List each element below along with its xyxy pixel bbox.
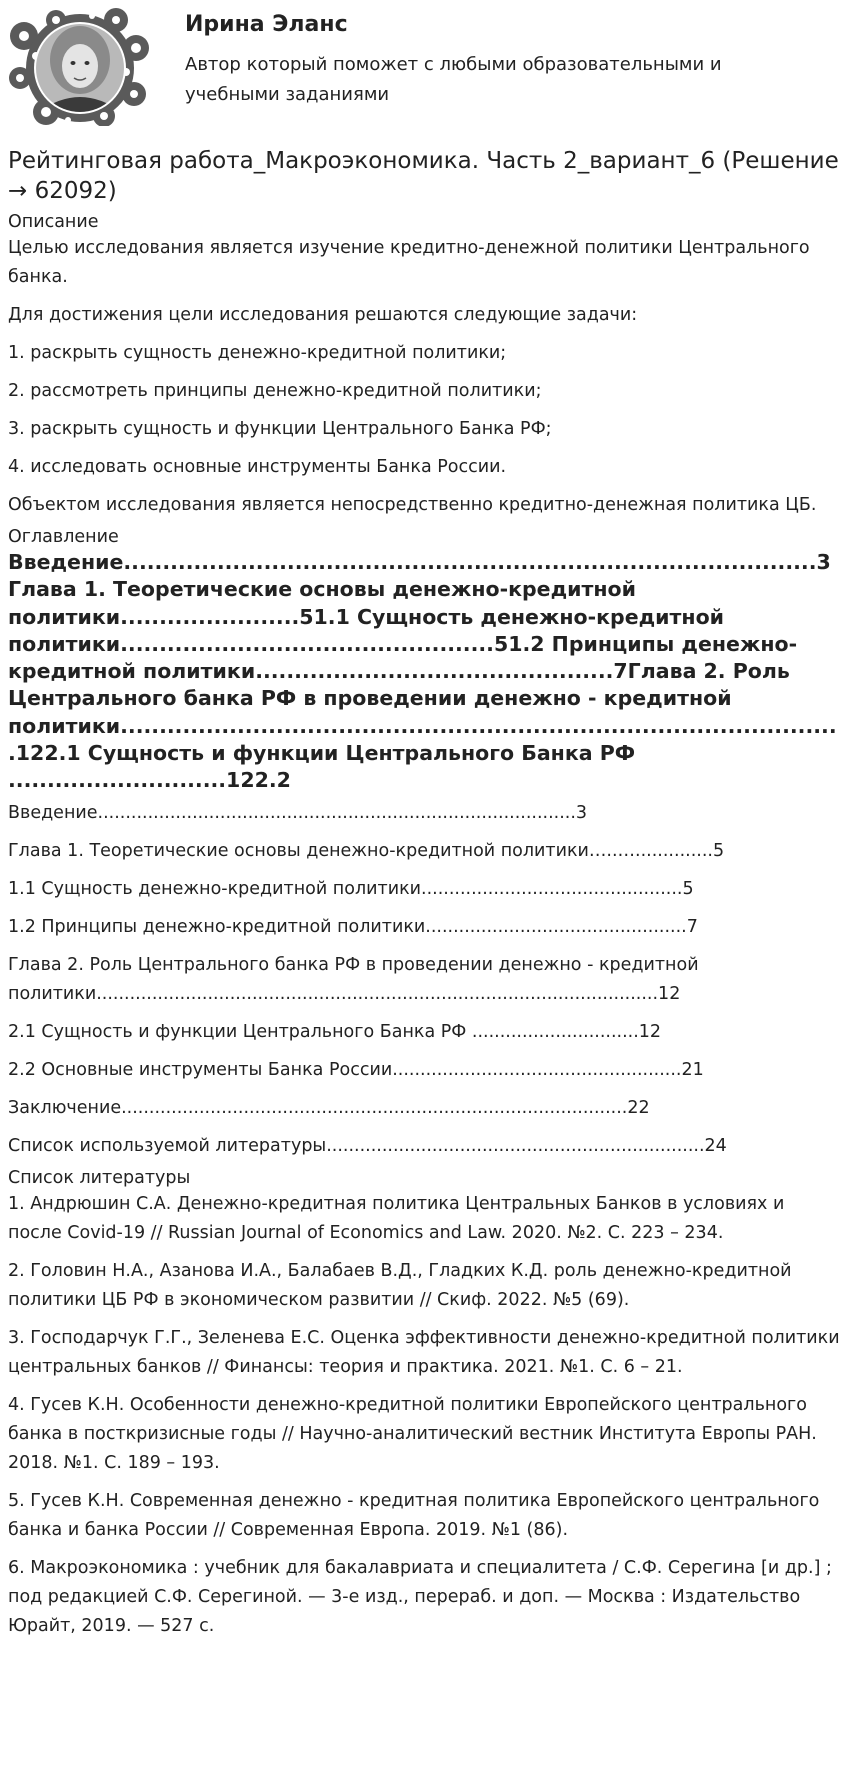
toc-list: [8, 799, 842, 1161]
description-paragraph: Для достижения цели исследования решаются следующие задачи:: [8, 305, 638, 325]
reference-item: 3. Господарчук Г.Г., Зеленева Е.С. Оценка эффективности денежно-кредитной политики центральных банков // Финансы: теория и практика. 2021. №1. С. 6 – 21.: [8, 1327, 840, 1377]
reference-item: 2. Головин Н.А., Азанова И.А., Балабаев В.Д., Гладких К.Д. роль денежно-кредитной политики ЦБ РФ в экономическом развитии // Скиф. 2022. №5 (69).: [8, 1260, 792, 1310]
avatar-image: [8, 8, 150, 126]
work-content: [8, 146, 842, 1650]
toc-item: Глава 1. Теоретические основы денежно-кредитной политики…..…..............5: [8, 840, 725, 861]
references-label: Список литературы: [8, 1167, 191, 1188]
description-paragraph: 2. рассмотреть принципы денежно-кредитной политики;: [8, 381, 542, 401]
description-label: Описание: [8, 212, 99, 232]
description-paragraph: 3. раскрыть сущность и функции Центрального Банка РФ;: [8, 419, 552, 439]
description-body: [8, 234, 842, 520]
author-description: Автор который поможет с любыми образовательными и учебными заданиями: [185, 54, 722, 105]
reference-item: 6. Макроэкономика : учебник для бакалавриата и специалитета / С.Ф. Серегина [и др.] ; под редакцией С.Ф. Серегиной. — 3-е изд., перераб. и доп. — Москва : Издательство Юрайт, 2019. — 527 с.: [8, 1557, 832, 1636]
reference-item: 5. Гусев К.Н. Современная денежно - кредитная политика Европейского центрального банка и банка России // Современная Европа. 2019. №1 (86).: [8, 1490, 820, 1540]
description-paragraph: Целью исследования является изучение кредитно-денежной политики Центрального банка.: [8, 238, 810, 287]
toc-item: 1.2 Принципы денежно-кредитной политики...............................................7: [8, 916, 698, 937]
toc-bold-block: Введение.........................................................................................3Глава 1. Теоретические основы денежно-кредитной политики.......................51.1 Сущность денежно-кредитной политики................................................51.2 Принципы денежно-кредитной политики..............................................7Глава 2. Роль Центрального банка РФ в проведении денежно - кредитной политики.............................................................................................122.1 Сущность и функции Центрального Банка РФ ............................122.2: [8, 550, 837, 793]
toc-label: Оглавление: [8, 527, 119, 547]
toc-item: 2.2 Основные инструменты Банка России....................................................21: [8, 1059, 704, 1080]
reference-item: 4. Гусев К.Н. Особенности денежно-кредитной политики Европейского центрального банка в посткризисные годы // Научно-аналитический вестник Института Европы РАН. 2018. №1. С. 189 – 193.: [8, 1394, 817, 1473]
description-paragraph: 4. исследовать основные инструменты Банка России.: [8, 457, 507, 477]
toc-item: Список используемой литературы....................................................................24: [8, 1135, 727, 1156]
author-name[interactable]: Ирина Эланс: [185, 12, 348, 37]
toc-item: Глава 2. Роль Центрального банка РФ в проведении денежно - кредитной политики.....................................................................................................12: [8, 954, 699, 1004]
toc-item: Введение......................................................................................3: [8, 802, 588, 823]
toc-item: 2.1 Сущность и функции Центрального Банка РФ ..............................12: [8, 1021, 662, 1042]
toc-item: Заключение...........................................................................................22: [8, 1097, 650, 1118]
reference-item: 1. Андрюшин С.А. Денежно-кредитная политика Центральных Банков в условиях и после Covid-19 // Russian Journal of Economics and Law. 2020. №2. С. 223 – 234.: [8, 1193, 785, 1243]
references-list: [8, 1190, 842, 1641]
author-card: [0, 0, 847, 140]
description-paragraph: 1. раскрыть сущность денежно-кредитной политики;: [8, 343, 507, 363]
author-avatar[interactable]: [8, 8, 150, 126]
description-paragraph: Объектом исследования является непосредственно кредитно-денежная политика ЦБ.: [8, 495, 817, 515]
work-title: Рейтинговая работа_Макроэкономика. Часть 2_вариант_6 (Решение → 62092): [8, 148, 839, 204]
toc-item: 1.1 Сущность денежно-кредитной политики...............................................5: [8, 878, 694, 899]
